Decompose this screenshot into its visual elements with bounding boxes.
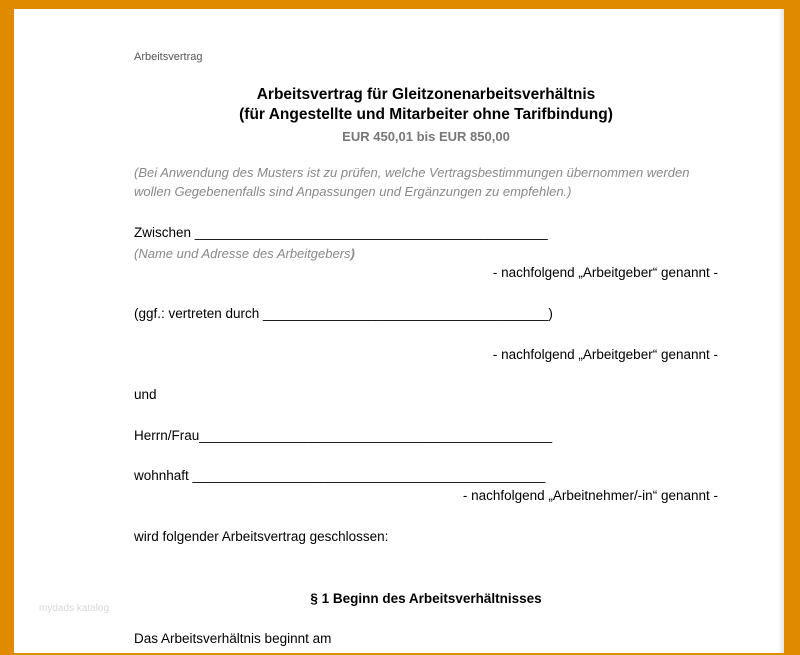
section-1-heading: § 1 Beginn des Arbeitsverhältnisses xyxy=(310,591,542,606)
document-page xyxy=(14,9,784,653)
watermark: mydads katalog xyxy=(39,603,110,614)
usage-note-line-2: wollen Gegebenenfalls sind Anpassungen und Ergänzungen zu empfehlen.) xyxy=(134,184,572,199)
employer-hint xyxy=(134,246,355,261)
section-1-text: Das Arbeitsverhältnis beginnt am xyxy=(134,631,332,646)
und-text: und xyxy=(134,387,157,402)
herr-frau-field: Herrn/Frau_______________________________________________ xyxy=(134,428,553,443)
employer-hint-close: ) xyxy=(350,246,355,261)
document-title: Arbeitsvertrag für Gleitzonenarbeitsverhältnis xyxy=(256,86,596,103)
zwischen-field: Zwischen _______________________________________________ xyxy=(134,225,548,240)
salary-range: EUR 450,01 bis EUR 850,00 xyxy=(342,129,510,144)
employer-named-1: - nachfolgend „Arbeitgeber“ genannt - xyxy=(492,265,718,280)
employer-named-2: - nachfolgend „Arbeitgeber“ genannt - xyxy=(492,347,718,362)
employee-named: - nachfolgend „Arbeitnehmer/-in“ genannt - xyxy=(462,488,718,503)
contract-concluded-text: wird folgender Arbeitsvertrag geschlossen: xyxy=(134,529,389,544)
header-label: Arbeitsvertrag xyxy=(134,51,203,63)
wohnhaft-field: wohnhaft _______________________________________________ xyxy=(134,468,546,483)
employer-hint-text: (Name und Adresse des Arbeitgebers xyxy=(134,246,351,261)
represented-by-field: (ggf.: vertreten durch ______________________________________) xyxy=(134,306,553,321)
usage-note-line-1: (Bei Anwendung des Musters ist zu prüfen, welche Vertragsbestimmungen übernommen werden xyxy=(134,165,690,180)
document-subtitle: (für Angestellte und Mitarbeiter ohne Tarifbindung) xyxy=(239,106,613,123)
